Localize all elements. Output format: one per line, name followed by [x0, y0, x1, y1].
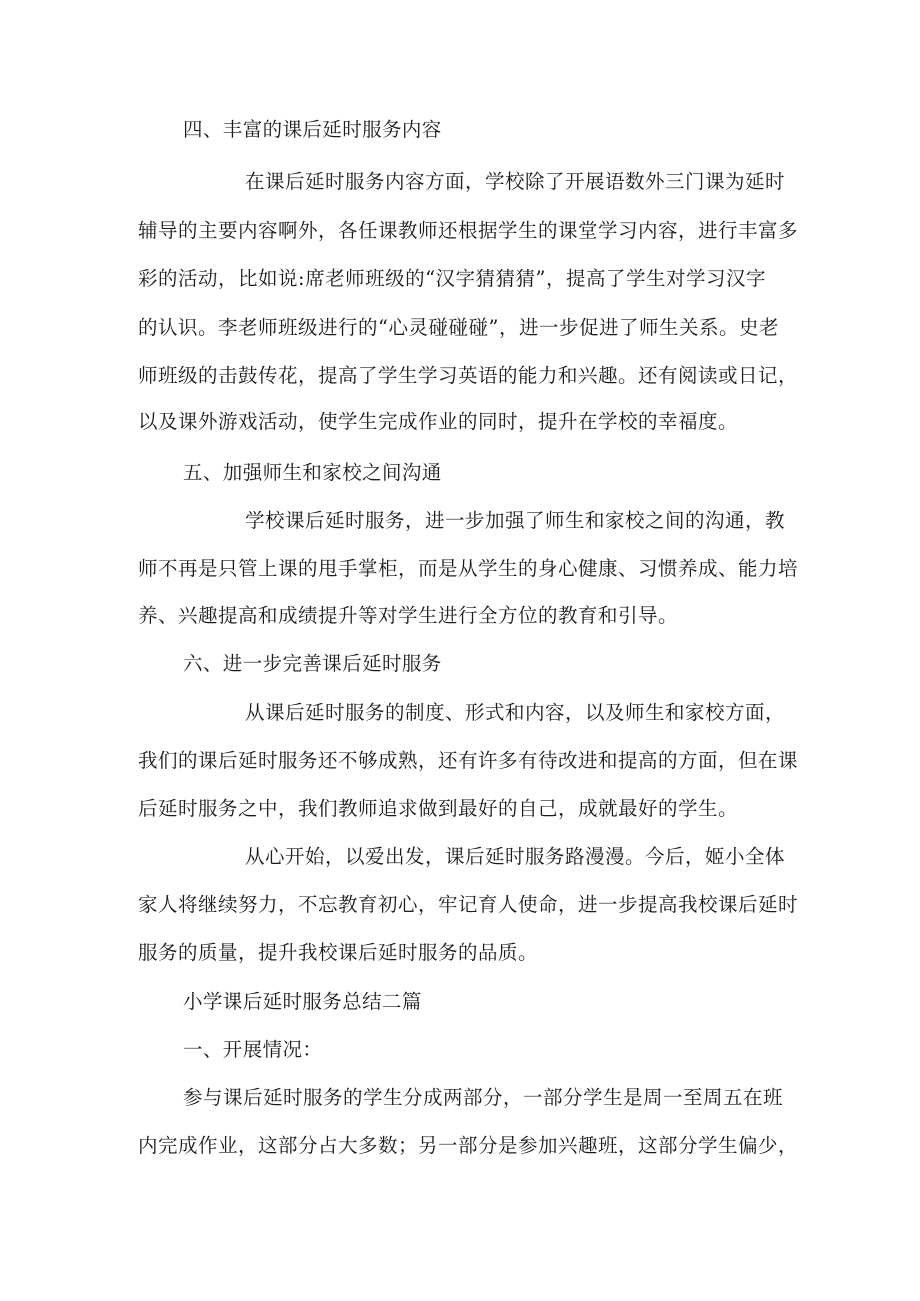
paragraph-line: 师班级的击鼓传花，提高了学生学习英语的能力和兴趣。还有阅读或日记，	[138, 364, 799, 387]
paragraph-line: 在课后延时服务内容方面，学校除了开展语数外三门课为延时	[245, 170, 786, 193]
paragraph-line: 彩的活动，比如说:席老师班级的“汉字猜猜猜”，提高了学生对学习汉字	[138, 267, 767, 290]
paragraph-line: 内完成作业，这部分占大多数；另一部分是参加兴趣班，这部分学生偏少，	[138, 1134, 799, 1157]
paragraph-line: 参与课后延时服务的学生分成两部分，一部分学生是周一至周五在班	[183, 1086, 784, 1109]
paragraph-line: 以及课外游戏活动，使学生完成作业的同时，提升在学校的幸福度。	[138, 410, 739, 433]
section-heading-five: 五、加强师生和家校之间沟通	[183, 461, 442, 484]
paragraph-line: 师不再是只管上课的甩手掌柜，而是从学生的身心健康、习惯养成、能力培	[138, 557, 799, 580]
paragraph-line: 后延时服务之中，我们教师追求做到最好的自己，成就最好的学生。	[138, 797, 739, 820]
paragraph-line: 我们的课后延时服务还不够成熟，还有许多有待改进和提高的方面，但在课	[138, 749, 799, 772]
paragraph-line: 从课后延时服务的制度、形式和内容，以及师生和家校方面，	[245, 701, 786, 724]
paragraph-line: 服务的质量，提升我校课后延时服务的品质。	[138, 941, 539, 964]
paragraph-line: 的认识。李老师班级进行的“心灵碰碰碰”，进一步促进了师生关系。史老	[138, 316, 779, 339]
paragraph-line: 养、兴趣提高和成绩提升等对学生进行全方位的教育和引导。	[138, 604, 679, 627]
section-heading-four: 四、丰富的课后延时服务内容	[183, 118, 442, 141]
section-heading-six: 六、进一步完善课后延时服务	[183, 652, 442, 675]
paragraph-line: 学校课后延时服务，进一步加强了师生和家校之间的沟通，教	[245, 509, 786, 532]
paragraph-line: 辅导的主要内容啊外，各任课教师还根据学生的课堂学习内容，进行丰富多	[138, 219, 799, 242]
document-subtitle: 小学课后延时服务总结二篇	[183, 990, 422, 1013]
paragraph-line: 从心开始，以爱出发，课后延时服务路漫漫。今后，姬小全体	[245, 845, 786, 868]
section-heading-one: 一、开展情况：	[183, 1038, 323, 1061]
paragraph-line: 家人将继续努力，不忘教育初心，牢记育人使命，进一步提高我校课后延时	[138, 893, 799, 916]
